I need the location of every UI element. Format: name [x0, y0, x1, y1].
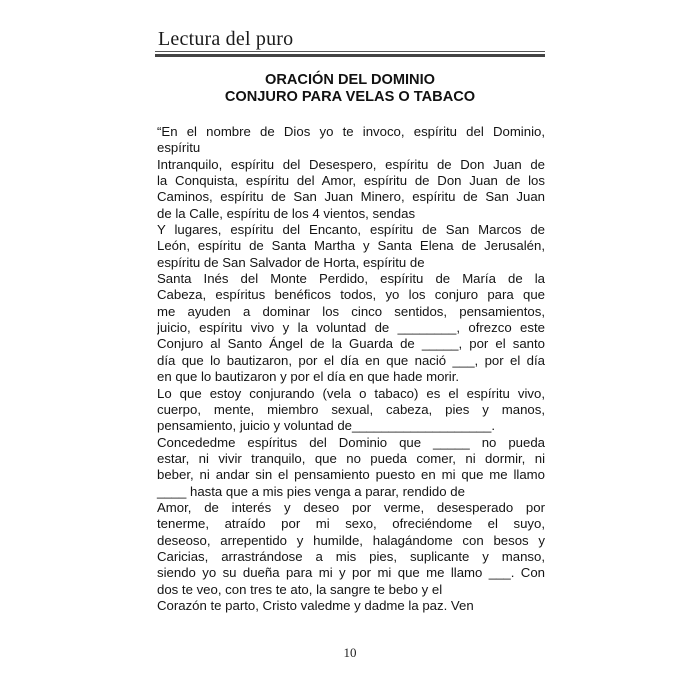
body-line: pensamiento, juicio y voluntad de___________________.	[157, 418, 496, 434]
title-line-1: ORACIÓN DEL DOMINIO	[265, 72, 435, 88]
body-line: día que lo bautizaron, por el día en que nació ___, por el día	[157, 352, 545, 368]
page-number: 10	[343, 645, 357, 660]
body-line: Caricias, arrastrándose a mis pies, suplicante y manso,	[157, 548, 545, 564]
body-line: me ayuden a dominar los cinco sentidos, pensamientos,	[157, 303, 545, 319]
body-line: Caminos, espíritu de San Juan Minero, espíritu de San Juan	[157, 189, 545, 205]
body-line: “En el nombre de Dios yo te invoco, espíritu del Dominio,	[157, 124, 545, 139]
body-line: juicio, espíritu vivo y la voluntad de ________, ofrezco este	[157, 320, 545, 336]
body-line: deseoso, arrepentido y humilde, halagándome con besos y	[157, 532, 545, 548]
body-line: espíritu	[157, 140, 201, 156]
body-line: Lo que estoy conjurando (vela o tabaco) es el espíritu vivo,	[157, 385, 545, 401]
body-line: Conjuro al Santo Ángel de la Guarda de _____, por el santo	[157, 336, 545, 352]
header-rule-thick	[155, 54, 545, 57]
body-line: Corazón te parto, Cristo valedme y dadme la paz. Ven	[157, 597, 474, 613]
body-line: Santa Inés del Monte Perdido, espíritu de María de la	[157, 271, 545, 287]
body-line: de la Calle, espíritu de los 4 vientos, sendas	[157, 205, 416, 221]
body-line: Amor, de interés y deseo por verme, desesperado por	[157, 499, 545, 515]
body-line: Cabeza, espíritus benéficos todos, yo los conjuro para que	[157, 287, 545, 303]
body-line: tenerme, atraído por mi sexo, ofreciéndome el suyo,	[157, 516, 545, 532]
body-line: estar, ni vivir tranquilo, que no pueda comer, ni dormir, ni	[157, 450, 545, 466]
body-line: ____ hasta que a mis pies venga a parar, rendido de	[157, 483, 465, 499]
body-line: Y lugares, espíritu del Encanto, espíritu de San Marcos de	[157, 222, 545, 238]
prayer-title	[155, 72, 545, 106]
body-line: cuerpo, mente, miembro sexual, cabeza, pies y manos,	[157, 401, 545, 417]
running-header: Lectura del puro	[158, 28, 294, 50]
body-line: siendo yo su dueña para mi y por mi que me llamo ___. Con	[157, 565, 545, 581]
title-line-2: CONJURO PARA VELAS O TABACO	[224, 89, 476, 105]
body-line: espíritu de San Salvador de Horta, espíritu de	[157, 254, 425, 270]
prayer-body	[157, 124, 545, 614]
body-line: Intranquilo, espíritu del Desespero, espíritu de Don Juan de	[157, 156, 545, 172]
body-line: Concededme espíritus del Dominio que _____ no pueda	[157, 434, 545, 450]
body-line: la Conquista, espíritu del Amor, espíritu de Don Juan de los	[157, 173, 545, 189]
body-line: en que lo bautizaron y por el día en que hade morir.	[157, 369, 460, 385]
body-line: dos te veo, con tres te ato, la sangre te bebo y el	[157, 581, 443, 597]
body-line: León, espíritu de Santa Martha y Santa Elena de Jerusalén,	[157, 238, 545, 254]
body-line: beber, ni andar sin el pensamiento puesto en mi que me llamo	[157, 467, 545, 483]
header-rule-thin	[155, 51, 545, 52]
